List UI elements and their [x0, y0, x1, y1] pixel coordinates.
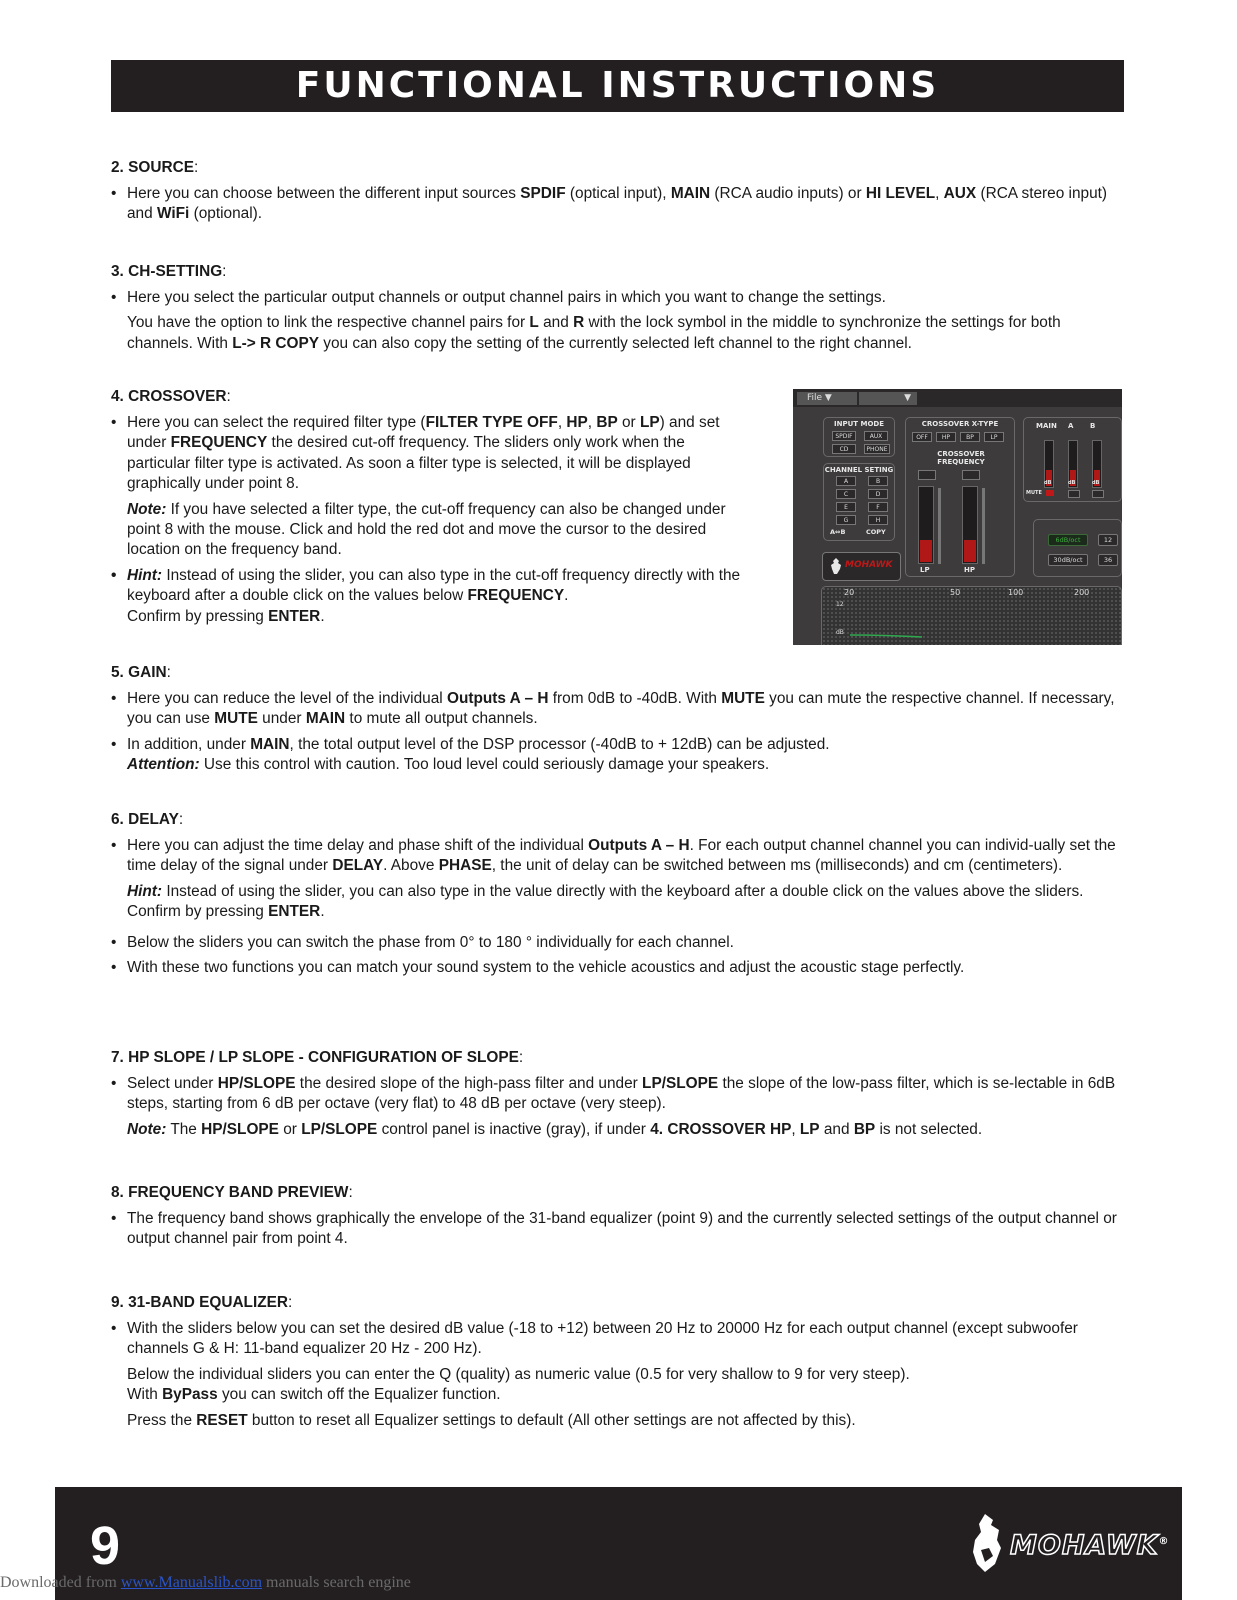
channel-c-button[interactable]: C [836, 489, 856, 499]
hp-frequency-value[interactable] [962, 470, 980, 480]
main-gain-label: MAIN [1036, 422, 1057, 430]
lp-frequency-value[interactable] [918, 470, 936, 480]
hint-paragraph: Hint: Instead of using the slider, you can also type in the value directly with the keyboard after a double click on the values above the sliders. Confirm by pressing ENTER. [127, 882, 1084, 921]
channel-d-button[interactable]: D [868, 489, 888, 499]
frequency-band-preview [821, 586, 1122, 645]
paragraph: Below the individual sliders you can enter the Q (quality) as numeric value (0.5 for very shallow to 9 for very steep). With ByPass you can switch off the Equalizer function. [127, 1365, 910, 1404]
gain-panel [1023, 417, 1122, 502]
mohawk-head-icon [967, 1512, 1009, 1574]
freq-tick: 200 [1074, 588, 1090, 597]
list-item: • Here you can reduce the level of the individual Outputs A – H from 0dB to -40dB. With MUTE you can mute the respective channel. If necessary, you can use MUTE under MAIN to mute all output channels. [111, 690, 1115, 728]
software-logo [822, 552, 901, 581]
db-label: dB [1092, 480, 1100, 486]
input-mode-label: INPUT MODE [834, 420, 884, 428]
mohawk-head-icon [829, 557, 843, 575]
section-ch-setting [111, 262, 1126, 359]
freq-tick: 100 [1008, 588, 1024, 597]
filter-lp-button[interactable]: LP [984, 432, 1004, 442]
list-item: • With these two functions you can match your sound system to the vehicle acoustics and adjust the acoustic stage perfectly. [111, 959, 965, 977]
channel-g-button[interactable]: G [836, 515, 856, 525]
hp-slider[interactable] [962, 486, 978, 564]
list-item: • Here you can adjust the time delay and phase shift of the individual Outputs A – H. For each output channel channel you can individ-ually set the time delay of the signal under DELAY. Above PHASE, the unit of delay can be switched between ms (milliseconds) and cm (centimeters). [111, 837, 1116, 875]
section-title: 2. SOURCE: [111, 159, 199, 176]
mute-label: MUTE [1026, 490, 1042, 496]
menu-bar [793, 389, 1122, 407]
input-mode-panel [823, 417, 895, 457]
file-menu[interactable]: File ▼ [797, 392, 857, 405]
channel-h-button[interactable]: H [868, 515, 888, 525]
filter-off-button[interactable]: OFF [912, 432, 932, 442]
page-title: FUNCTIONAL INSTRUCTIONS [111, 60, 1124, 112]
lp-slope-next[interactable]: 12 [1098, 534, 1118, 546]
section-title: 7. HP SLOPE / LP SLOPE - CONFIGURATION OF SLOPE: [111, 1049, 524, 1066]
dropdown-menu[interactable]: ▼ [859, 392, 917, 405]
note-paragraph: Note: The HP/SLOPE or LP/SLOPE control panel is inactive (gray), if under 4. CROSSOVER HP, LP and BP is not selected. [127, 1120, 983, 1138]
section-title: 5. GAIN: [111, 664, 171, 681]
note-paragraph: Note: If you have selected a filter type, the cut-off frequency can also be changed under point 8 with the mouse. Click and hold the red dot and move the cursor to the desired location on the frequency band. [127, 500, 726, 559]
cd-button[interactable]: CD [832, 444, 856, 454]
section-title: 9. 31-BAND EQUALIZER: [111, 1294, 293, 1311]
crossover-frequency-label: CROSSOVER FREQUENCY [937, 450, 985, 466]
paragraph: You have the option to link the respective channel pairs for L and R with the lock symbol in the middle to synchronize the settings for both channels. With L-> R COPY you can also copy the setting of the currently selected left channel to the right channel. [127, 314, 1061, 352]
software-logo-text: MOHAWK [845, 560, 893, 570]
channel-f-button[interactable]: F [868, 502, 888, 512]
section-title: 3. CH-SETTING: [111, 263, 227, 280]
download-notice: Downloaded from www.Manualslib.com manuals search engine [0, 1574, 411, 1591]
channel-setting-panel [823, 463, 895, 541]
spdif-button[interactable]: SPDIF [832, 431, 856, 441]
channel-setting-label: CHANNEL SETING [824, 466, 894, 474]
section-source [111, 158, 1126, 230]
section-crossover [111, 387, 751, 632]
section-title: 8. FREQUENCY BAND PREVIEW: [111, 1184, 353, 1201]
copy-button[interactable]: COPY [866, 528, 886, 536]
hp-slope-value[interactable]: 30dB/oct [1048, 554, 1088, 566]
list-item: • With the sliders below you can set the desired dB value (-18 to +12) between 20 Hz to 20000 Hz for each output channel (except subwoofer channels G & H: 11-band equalizer 20 Hz - 200 Hz). [111, 1320, 1078, 1358]
db-label: dB [1068, 480, 1076, 486]
section-equalizer [111, 1293, 1126, 1436]
manualslib-link[interactable]: www.Manualslib.com [120, 1574, 263, 1591]
freq-tick: 50 [950, 588, 961, 597]
section-slope [111, 1048, 1126, 1145]
section-delay [111, 810, 1126, 983]
software-screenshot [793, 389, 1122, 645]
list-item: • Select under HP/SLOPE the desired slope of the high-pass filter and under LP/SLOPE the slope of the low-pass filter, which is se-lectable in 6dB steps, starting from 6 dB per octave (very flat) to 48 dB per octave (very steep). [111, 1075, 1116, 1113]
lp-slider-label: LP [920, 566, 930, 574]
list-item: • Here you select the particular output channels or output channel pairs in which you want to change the settings. [111, 289, 886, 306]
db-label: dB [1044, 480, 1052, 486]
link-ab-button[interactable]: A⇔B [830, 528, 846, 536]
lp-slider[interactable] [918, 486, 934, 564]
filter-hp-button[interactable]: HP [936, 432, 956, 442]
footer-brand: MOHAWK® [1010, 1530, 1170, 1561]
crossover-panel [905, 417, 1015, 577]
list-item: • Below the sliders you can switch the phase from 0° to 180 ° individually for each channel. [111, 933, 734, 951]
section-frequency-band [111, 1183, 1126, 1255]
list-item: • The frequency band shows graphically the envelope of the 31-band equalizer (point 9) and the currently selected settings of the output channel or output channel pair from point 4. [111, 1210, 1117, 1248]
crossover-type-label: CROSSOVER X-TYPE [921, 420, 999, 428]
section-gain [111, 663, 1126, 781]
freq-tick: 20 [844, 588, 855, 597]
list-item: • Here you can choose between the different input sources SPDIF (optical input), MAIN (RCA audio inputs) or HI LEVEL, AUX (RCA stereo input) and WiFi (optional). [111, 185, 1108, 223]
hp-slider-label: HP [964, 566, 975, 574]
hint-item: • Hint: Instead of using the slider, you can also type in the cut-off frequency directly with the keyboard after a double click on the values below FREQUENCY. Confirm by pressing ENTER. [111, 566, 741, 625]
channel-a-button[interactable]: A [836, 476, 856, 486]
mute-b-button[interactable] [1092, 490, 1104, 498]
eq-curve [822, 587, 1122, 645]
aux-button[interactable]: AUX [864, 431, 888, 441]
db-scale-label: 12 [836, 601, 844, 608]
gain-a-label: A [1068, 422, 1074, 430]
filter-bp-button[interactable]: BP [960, 432, 980, 442]
section-title: 6. DELAY: [111, 811, 184, 828]
list-item: • Here you can select the required filter type (FILTER TYPE OFF, HP, BP or LP) and set under FREQUENCY the desired cut-off frequency. The sliders only work when the particular filter type is activated. As soon a filter type is selected, it will be displayed graphically under point 8. [111, 414, 720, 493]
phone-button[interactable]: PHONE [864, 444, 890, 454]
slope-panel [1033, 519, 1122, 577]
lp-slope-value[interactable]: 6dB/oct [1048, 534, 1088, 546]
main-mute-button[interactable] [1046, 490, 1054, 496]
hp-slope-next[interactable]: 36 [1098, 554, 1118, 566]
channel-e-button[interactable]: E [836, 502, 856, 512]
mute-a-button[interactable] [1068, 490, 1080, 498]
page-number: 9 [90, 1516, 121, 1576]
list-item: • In addition, under MAIN, the total output level of the DSP processor (-40dB to + 12dB) can be adjusted. Attention: Use this control with caution. Too loud level could seriously damage your speakers. [111, 735, 830, 774]
gain-b-label: B [1090, 422, 1096, 430]
hp-slider-scale [982, 488, 985, 564]
section-title: 4. CROSSOVER: [111, 388, 231, 405]
db-axis-label: dB [836, 629, 844, 636]
channel-b-button[interactable]: B [868, 476, 888, 486]
paragraph: Press the RESET button to reset all Equalizer settings to default (All other settings are not affected by this). [127, 1411, 856, 1429]
lp-slider-scale [938, 488, 941, 564]
